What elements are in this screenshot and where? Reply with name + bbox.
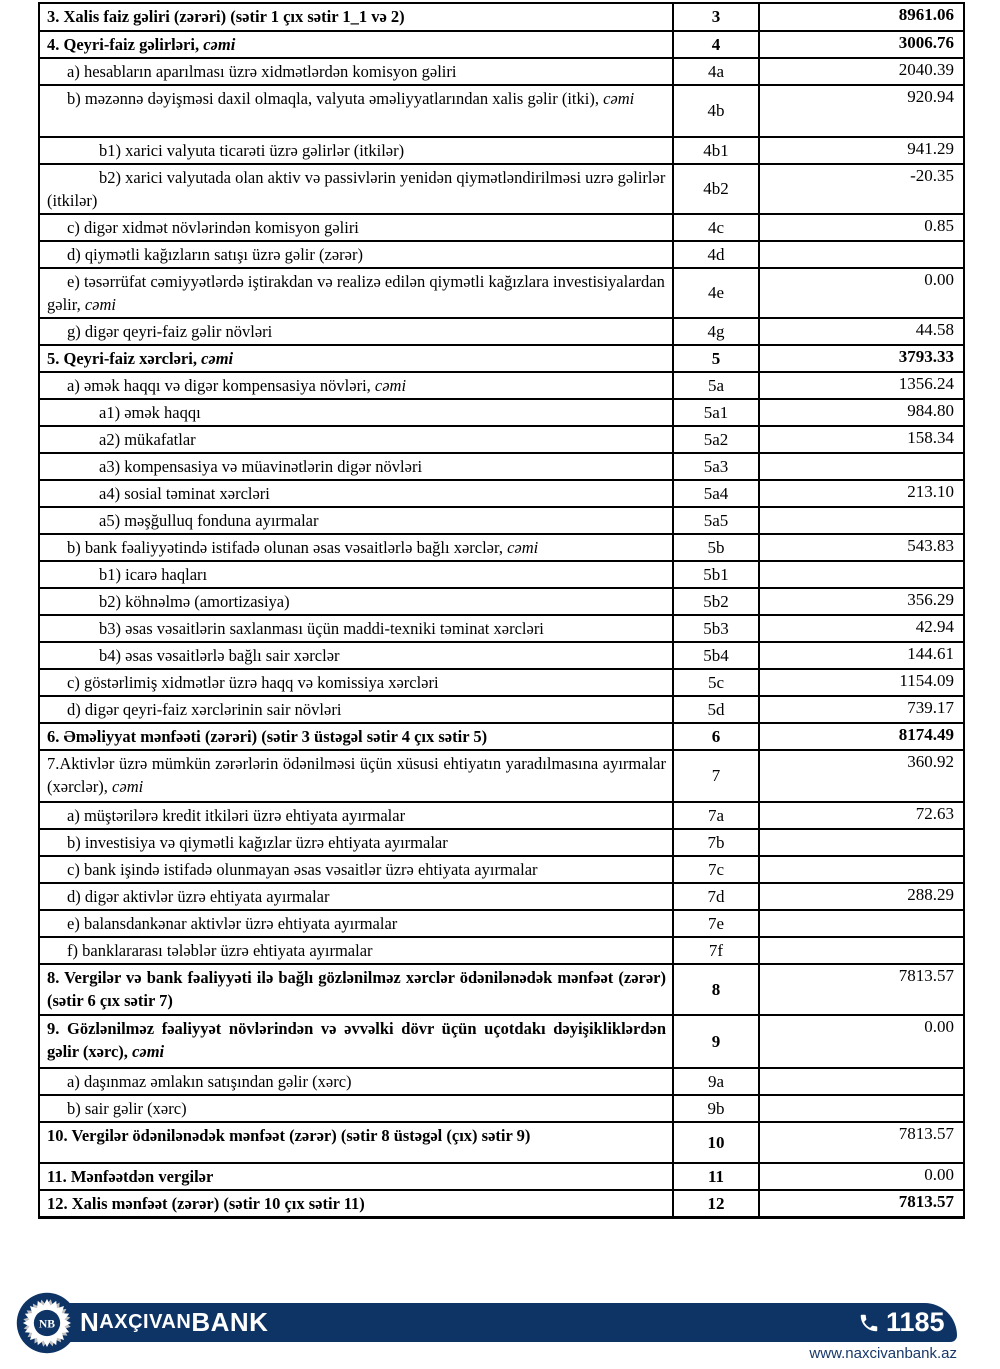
row-label: b3) əsas vəsaitlərin saxlanması üçün maddi-texniki təminat xərcləri <box>39 615 673 642</box>
row-code: 5a1 <box>673 399 759 426</box>
row-code: 5 <box>673 345 759 372</box>
hotline-number: 1185 <box>886 1307 945 1337</box>
row-label: g) digər qeyri-faiz gəlir növləri <box>39 318 673 345</box>
row-code: 5c <box>673 669 759 696</box>
row-value: 356.29 <box>759 588 964 615</box>
row-label: 11. Mənfəətdən vergilər <box>39 1163 673 1190</box>
row-label: 12. Xalis mənfəət (zərər) (sətir 10 çıx sətir 11) <box>39 1190 673 1218</box>
row-code: 7c <box>673 856 759 883</box>
row-value: 44.58 <box>759 318 964 345</box>
row-label: b) sair gəlir (xərc) <box>39 1095 673 1122</box>
row-code: 5a5 <box>673 507 759 534</box>
row-label: 10. Vergilər ödənilənədək mənfəət (zərər) (sətir 8 üstəgəl (çıx) sətir 9) <box>39 1122 673 1163</box>
row-code: 3 <box>673 3 759 31</box>
row-code: 7f <box>673 937 759 964</box>
row-label: a) daşınmaz əmlakın satışından gəlir (xərc) <box>39 1068 673 1095</box>
table-row <box>39 829 964 856</box>
table-row <box>39 318 964 345</box>
table-row <box>39 1190 964 1218</box>
table-row <box>39 268 964 318</box>
row-label: e) balansdankənar aktivlər üzrə ehtiyata ayırmalar <box>39 910 673 937</box>
table-row <box>39 856 964 883</box>
website-url: www.naxcivanbank.az <box>809 1345 957 1362</box>
row-code: 7a <box>673 802 759 829</box>
row-label: b) bank fəaliyyətində istifadə olunan əsas vəsaitlərlə bağlı xərclər, cəmi <box>39 534 673 561</box>
row-label: c) göstərlimiş xidmətlər üzrə haqq və komissiya xərcləri <box>39 669 673 696</box>
row-value: 213.10 <box>759 480 964 507</box>
row-label: d) digər aktivlər üzrə ehtiyata ayırmalar <box>39 883 673 910</box>
row-label: 9. Gözlənilməz fəaliyyət növlərindən və əvvəlki dövr üçün uçotdakı dəyişikliklərdən gəlir (xərc), cəmi <box>39 1015 673 1068</box>
row-value: 7813.57 <box>759 1122 964 1163</box>
row-label: a2) mükafatlar <box>39 426 673 453</box>
row-label: c) bank işində istifadə olunmayan əsas vəsaitlər üzrə ehtiyata ayırmalar <box>39 856 673 883</box>
bank-monogram: NB <box>38 1317 56 1331</box>
table-row <box>39 1095 964 1122</box>
table-row <box>39 507 964 534</box>
row-value: 158.34 <box>759 426 964 453</box>
row-label: 8. Vergilər və bank fəaliyyəti ilə bağlı gözlənilməz xərclər ödənilənədək mənfəət (zərər) (sətir 6 çıx sətir 7) <box>39 964 673 1015</box>
table-row <box>39 399 964 426</box>
row-value: 739.17 <box>759 696 964 723</box>
row-value: 0.00 <box>759 1015 964 1068</box>
row-code: 4b2 <box>673 164 759 214</box>
table-row <box>39 1122 964 1163</box>
row-code: 4d <box>673 241 759 268</box>
row-label: e) təsərrüfat cəmiyyətlərdə iştirakdan və realizə edilən qiymətli kağızlara investisiyalardan gəlir, cəmi <box>39 268 673 318</box>
row-code: 9b <box>673 1095 759 1122</box>
row-code: 4b <box>673 85 759 137</box>
row-value: 8174.49 <box>759 723 964 750</box>
row-value: 1356.24 <box>759 372 964 399</box>
wordmark-mid: AXÇIVAN <box>99 1311 192 1333</box>
table-row <box>39 964 964 1015</box>
table-row <box>39 372 964 399</box>
row-label: a) hesabların aparılması üzrə xidmətlərdən komisyon gəliri <box>39 58 673 85</box>
row-value <box>759 241 964 268</box>
table-row <box>39 615 964 642</box>
table-row <box>39 723 964 750</box>
row-value: 3793.33 <box>759 345 964 372</box>
table-row <box>39 642 964 669</box>
row-label: a4) sosial təminat xərcləri <box>39 480 673 507</box>
table-row <box>39 85 964 137</box>
table-row <box>39 1068 964 1095</box>
row-code: 12 <box>673 1190 759 1218</box>
row-value: 7813.57 <box>759 964 964 1015</box>
row-value: 543.83 <box>759 534 964 561</box>
table-row <box>39 137 964 164</box>
table-row <box>39 426 964 453</box>
row-label: b4) əsas vəsaitlərlə bağlı sair xərclər <box>39 642 673 669</box>
row-code: 7 <box>673 750 759 802</box>
row-code: 4b1 <box>673 137 759 164</box>
row-label: 7.Aktivlər üzrə mümkün zərərlərin ödənilməsi üçün xüsusi ehtiyatın yaradılmasına ayırmalar (xərclər), cəmi <box>39 750 673 802</box>
row-value: 288.29 <box>759 883 964 910</box>
row-value: 7813.57 <box>759 1190 964 1218</box>
row-value: -20.35 <box>759 164 964 214</box>
row-label: c) digər xidmət növlərindən komisyon gəliri <box>39 214 673 241</box>
wordmark-suffix: BANK <box>191 1307 269 1337</box>
row-value <box>759 910 964 937</box>
table-row <box>39 480 964 507</box>
phone-icon <box>858 1312 880 1334</box>
row-code: 5a <box>673 372 759 399</box>
row-value: 0.85 <box>759 214 964 241</box>
row-code: 5d <box>673 696 759 723</box>
table-row <box>39 453 964 480</box>
row-value <box>759 937 964 964</box>
bank-wordmark <box>80 1303 268 1342</box>
row-code: 5b1 <box>673 561 759 588</box>
row-label: 3. Xalis faiz gəliri (zərəri) (sətir 1 çıx sətir 1_1 və 2) <box>39 3 673 31</box>
row-code: 5a4 <box>673 480 759 507</box>
wordmark-initial: N <box>80 1307 100 1337</box>
row-label: b) məzənnə dəyişməsi daxil olmaqla, valyuta əməliyyatlarından xalis gəlir (itki), cəmi <box>39 85 673 137</box>
row-value <box>759 561 964 588</box>
row-label: 5. Qeyri-faiz xərcləri, cəmi <box>39 345 673 372</box>
row-code: 5a3 <box>673 453 759 480</box>
row-value: 360.92 <box>759 750 964 802</box>
row-code: 5b2 <box>673 588 759 615</box>
row-value <box>759 1095 964 1122</box>
row-label: d) qiymətli kağızların satışı üzrə gəlir (zərər) <box>39 241 673 268</box>
row-label: 6. Əməliyyat mənfəəti (zərəri) (sətir 3 üstəgəl sətir 4 çıx sətir 5) <box>39 723 673 750</box>
row-code: 4e <box>673 268 759 318</box>
row-code: 5b3 <box>673 615 759 642</box>
table-row <box>39 1163 964 1190</box>
row-label: f) banklararası tələblər üzrə ehtiyata ayırmalar <box>39 937 673 964</box>
row-value <box>759 829 964 856</box>
row-code: 4c <box>673 214 759 241</box>
row-value <box>759 856 964 883</box>
row-code: 4 <box>673 31 759 58</box>
row-code: 4g <box>673 318 759 345</box>
row-label: a1) əmək haqqı <box>39 399 673 426</box>
row-value: 72.63 <box>759 802 964 829</box>
row-code: 8 <box>673 964 759 1015</box>
row-value: 920.94 <box>759 85 964 137</box>
row-label: a) əmək haqqı və digər kompensasiya növləri, cəmi <box>39 372 673 399</box>
row-value: 8961.06 <box>759 3 964 31</box>
row-code: 4a <box>673 58 759 85</box>
row-value: 3006.76 <box>759 31 964 58</box>
row-value: 42.94 <box>759 615 964 642</box>
row-value <box>759 507 964 534</box>
row-value: 0.00 <box>759 1163 964 1190</box>
table-row <box>39 31 964 58</box>
income-statement-table <box>38 2 965 1219</box>
row-value <box>759 453 964 480</box>
row-label: b) investisiya və qiymətli kağızlar üzrə ehtiyata ayırmalar <box>39 829 673 856</box>
row-label: b2) köhnəlmə (amortizasiya) <box>39 588 673 615</box>
row-label: 4. Qeyri-faiz gəlirləri, cəmi <box>39 31 673 58</box>
row-value: 984.80 <box>759 399 964 426</box>
table-row <box>39 1015 964 1068</box>
row-code: 7e <box>673 910 759 937</box>
table-row <box>39 164 964 214</box>
table-row <box>39 802 964 829</box>
row-code: 9a <box>673 1068 759 1095</box>
row-code: 5b4 <box>673 642 759 669</box>
row-code: 7b <box>673 829 759 856</box>
table-row <box>39 214 964 241</box>
row-label: b1) xarici valyuta ticarəti üzrə gəlirlər (itkilər) <box>39 137 673 164</box>
table-row <box>39 241 964 268</box>
table-row <box>39 345 964 372</box>
row-code: 10 <box>673 1122 759 1163</box>
row-label: d) digər qeyri-faiz xərclərinin sair növləri <box>39 696 673 723</box>
income-table-body <box>39 3 964 1218</box>
row-code: 11 <box>673 1163 759 1190</box>
row-value: 0.00 <box>759 268 964 318</box>
row-label: b2) xarici valyutada olan aktiv və passivlərin yenidən qiymətləndirilməsi uzrə gəlirlər (itkilər) <box>39 164 673 214</box>
table-row <box>39 58 964 85</box>
bank-logo <box>16 1292 78 1354</box>
row-value: 2040.39 <box>759 58 964 85</box>
table-row <box>39 669 964 696</box>
row-code: 7d <box>673 883 759 910</box>
table-row <box>39 937 964 964</box>
table-row <box>39 534 964 561</box>
row-value <box>759 1068 964 1095</box>
row-label: a) müştərilərə kredit itkiləri üzrə ehtiyata ayırmalar <box>39 802 673 829</box>
table-row <box>39 696 964 723</box>
table-row <box>39 561 964 588</box>
row-code: 6 <box>673 723 759 750</box>
row-code: 5b <box>673 534 759 561</box>
row-code: 9 <box>673 1015 759 1068</box>
row-value: 144.61 <box>759 642 964 669</box>
table-row <box>39 3 964 31</box>
row-value: 941.29 <box>759 137 964 164</box>
row-label: b1) icarə haqları <box>39 561 673 588</box>
table-row <box>39 588 964 615</box>
table-row <box>39 883 964 910</box>
table-row <box>39 910 964 937</box>
table-row <box>39 750 964 802</box>
hotline <box>858 1303 945 1342</box>
row-value: 1154.09 <box>759 669 964 696</box>
row-code: 5a2 <box>673 426 759 453</box>
row-label: a3) kompensasiya və müavinətlərin digər növləri <box>39 453 673 480</box>
row-label: a5) məşğulluq fonduna ayırmalar <box>39 507 673 534</box>
